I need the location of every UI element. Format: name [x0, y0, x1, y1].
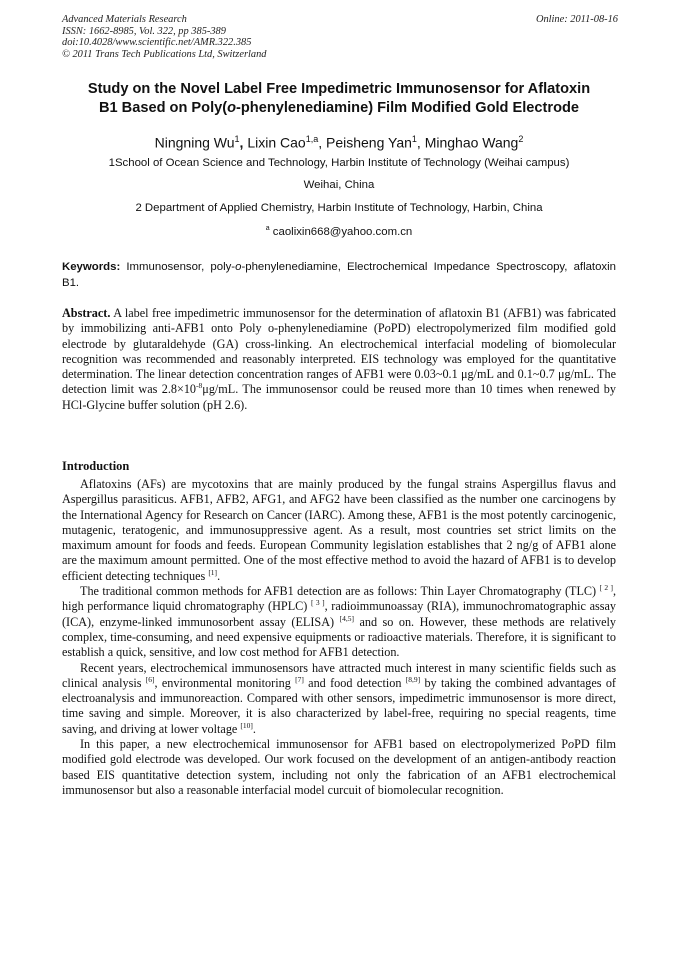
paragraph-text: Aflatoxins (AFs) are mycotoxins that are mainly produced by the fungal strains Aspergillus flavus and Aspergillus parasiticus. AFB1, AFB2, AFG1, and AFG2 have been classified as the number one carcinogens by the International Agency for Research on Cancer (IARC). Among these, AFB1 is the most potently carcinogenic, mutagenic, teratogenic, and immunosuppressive agent. As a result, most countries set strict limits on the maximum amount for foods and feeds. European Community legislation establishes that 2 ng/g of AFB1 alone are the maximum amount permitted. One of the most effective method to avoid the hazard of AFB1 is to develop efficient detecting techniques	[62, 477, 616, 583]
journal-issn: ISSN: 1662-8985, Vol. 322, pp 385-389	[62, 25, 226, 37]
journal-copyright: © 2011 Trans Tech Publications Ltd, Switzerland	[62, 48, 267, 60]
author-sup: 1,a	[305, 134, 319, 144]
keywords-text: -phenylenediamine, Electrochemical Impedance Spectroscopy, aflatoxin B1.	[62, 261, 616, 289]
citation: [7]	[295, 674, 304, 684]
abstract-text: A label free impedimetric immunosensor for the determination of aflatoxin B1 (AFB1) was fabricated by immobilizing anti-AFB1 onto Poly o-phenylenediamine (P	[62, 306, 616, 336]
citation: [10]	[240, 720, 253, 730]
abstract-text: PD) electropolymerized film modified gold electrode by glutaraldehyde (GA) cross-linking. An electrochemical interfacial modeling of biomolecular recognition was recommended and reasonably interpreted. EIS technology was employed for the quantitative determination. The linear detection concentration ranges of AFB1 were 0.03~0.1 μg/mL and 0.1~0.7 μg/mL. The detection limit was 2.8×10	[62, 321, 616, 397]
author-name: Peisheng Yan	[326, 134, 412, 151]
paragraph-text: The traditional common methods for AFB1 detection are as follows: Thin Layer Chromatography (TLC)	[80, 584, 600, 599]
title-italic: o	[227, 100, 237, 116]
paper-title	[40, 80, 638, 118]
abstract-label: Abstract.	[62, 306, 111, 320]
paragraph-text: , environmental monitoring	[154, 675, 296, 690]
journal-doi: doi:10.4028/www.scientific.net/AMR.322.385	[62, 37, 252, 49]
journal-header	[62, 14, 618, 60]
keywords	[62, 260, 616, 291]
keywords-label: Keywords:	[62, 261, 121, 273]
citation: [6]	[145, 674, 155, 684]
author-sup: 1	[411, 134, 417, 144]
abstract-text: μg/mL. The immunosensor could be reused more than 10 times when renewed by HCl-Glycine buffer solution (pH 2.6).	[62, 382, 616, 412]
paragraph-text: by taking the combined advantages of electroanalysis and immunoreaction. Compared with other sensors, impedimetric immunosensor is more direct, time saving and simple. Moreover, it is also characterized by label-free, requiring no special reagents, time saving, and driving at lower voltage	[62, 675, 616, 736]
paragraph-text: .	[252, 721, 256, 736]
abstract-exponent: -8	[196, 381, 203, 391]
paragraph	[62, 737, 616, 798]
paragraph-text: PD film modified gold electrode was developed. Our work focused on the development of an antigen-antibody reaction based EIS quantitative detection system, including not only the fabrication of an AFB1 electrochemical immunosensor but also a reasonable interfacial model curcuit of biomolecular recognition.	[62, 737, 617, 797]
keywords-text: Immunosensor, poly-	[120, 261, 236, 273]
affiliation-1-city: Weihai, China	[303, 179, 375, 191]
introduction-body	[62, 477, 616, 798]
title-text: -phenylenediamine) Film Modified Gold Electrode	[236, 100, 580, 116]
title-line-2	[40, 99, 638, 118]
citation: [ 2 ]	[599, 583, 613, 593]
author-name: Minghao Wang	[424, 134, 519, 151]
title-text: B1 Based on Poly(	[98, 100, 228, 116]
section-heading-introduction: Introduction	[62, 459, 130, 473]
affiliation-2: 2 Department of Applied Chemistry, Harbin Institute of Technology, Harbin, China	[135, 202, 543, 214]
keywords-italic: o	[235, 261, 242, 273]
paragraph-text: , high performance liquid chromatography (HPLC)	[62, 584, 616, 614]
paragraph-text: and food detection	[303, 675, 406, 690]
paragraph-text: Recent years, electrochemical immunosensors have attracted much interest in many scientific fields such as clinical analysis	[62, 660, 616, 690]
author-sup: 1	[234, 134, 240, 144]
paragraph-text: , radioimmunoassay (RIA), immunochromatographic assay (ICA), enzyme-linked immunosorbent assay (ELISA)	[62, 599, 616, 629]
citation: [8,9]	[405, 674, 421, 684]
email-sup: a	[265, 225, 270, 232]
paragraph	[62, 584, 616, 660]
paragraph-text: and so on. However, these methods are relatively complex, time-consuming, and need expensive equipments or radioactive materials. Therefore, it is significant to establish a quick, sensitive, and low cost method for AFB1 detection.	[62, 614, 616, 660]
author-name: Lixin Cao	[247, 134, 306, 151]
title-line-1: Study on the Novel Label Free Impedimetric Immunosensor for Aflatoxin	[87, 81, 591, 97]
journal-name: Advanced Materials Research	[62, 14, 187, 25]
online-date: Online: 2011-08-16	[535, 14, 618, 25]
author-sup: 2	[518, 134, 524, 144]
paragraph	[62, 477, 616, 584]
paragraph	[62, 661, 616, 737]
author-list: Ningning Wu$^1$, Lixin Cao$^{1,a}$, Peisheng Yan$^1$, Minghao Wang$^2$	[154, 134, 524, 151]
paragraph-italic: o	[568, 737, 575, 752]
email-text: caolixin668@yahoo.com.cn	[272, 225, 413, 238]
author-name: Ningning Wu	[154, 134, 235, 151]
abstract	[62, 306, 616, 413]
paragraph-text: .	[217, 568, 221, 583]
citation: [1]	[208, 567, 218, 577]
abstract-italic: o	[384, 321, 391, 336]
author-email	[40, 221, 638, 240]
paragraph-text: In this paper, a new electrochemical immunosensor for AFB1 based on electropolymerized P	[80, 737, 569, 752]
citation: [4,5]	[339, 613, 354, 623]
citation: [ 3 ]	[310, 598, 325, 608]
affiliation-1: 1School of Ocean Science and Technology, Harbin Institute of Technology (Weihai campus)	[108, 157, 570, 169]
